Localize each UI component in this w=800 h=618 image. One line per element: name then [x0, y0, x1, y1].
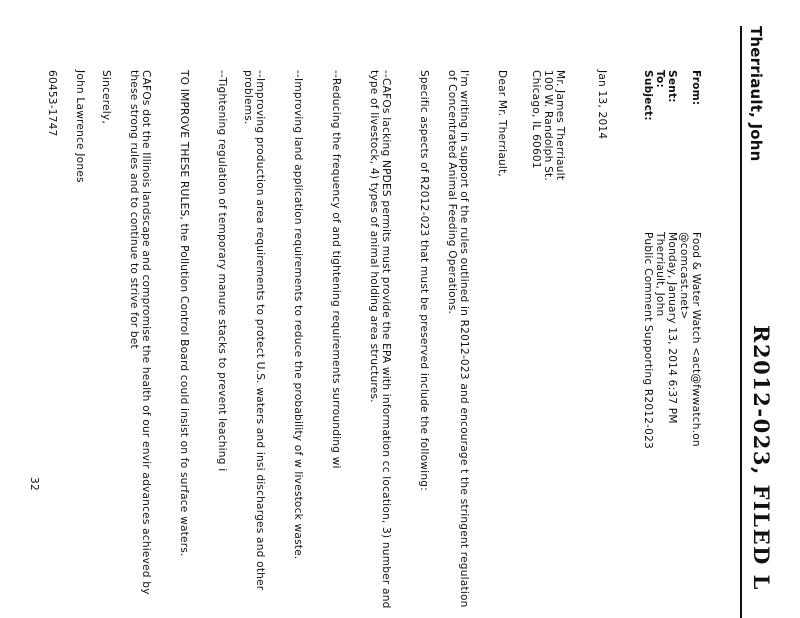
from-value-continued: @comcast.net>: [678, 232, 690, 320]
bullet-production-area: --Improving production area requirements to protect U.S. waters and insi discharges and other problems.: [242, 70, 266, 591]
page-number: 32: [28, 477, 40, 491]
bullet-npdes: --CAFOs lacking NPDES permits must provide the EPA with information cc location, 3) number and type of livestock, 4) types of animal holding area structures.: [368, 70, 392, 609]
closing: Sincerely,: [100, 70, 112, 124]
addressee-street: 100 W. Randolph St.: [542, 70, 554, 181]
bullet-land-application: --Improving land application requirements to reduce the probability of w livestock waste.: [292, 70, 304, 560]
filing-stamp: R2012-023, FILED L: [749, 325, 774, 591]
to-label: To:: [654, 70, 666, 88]
sent-label: Sent:: [666, 70, 678, 103]
from-label: From:: [690, 70, 702, 106]
addressee-name: Mr. James Therriault: [554, 70, 566, 181]
letter-date: Jan 13, 2014: [596, 70, 608, 140]
improve-paragraph: TO IMPROVE THESE RULES, the Pollution Control Board could insist on fo surface waters.: [178, 70, 190, 557]
to-value: Therriault, John: [654, 232, 666, 317]
intro-paragraph: I'm writing in support of the rules outlined in R2012-023 and encourage t the stringent regulation of Concentrated Animal Feeding Operations.: [446, 70, 470, 608]
addressee-city: Chicago, IL 60601: [530, 70, 542, 169]
signer-name: John Lawrence Jones: [74, 70, 86, 183]
subject-label: Subject:: [642, 70, 654, 121]
salutation: Dear Mr. Therriault,: [496, 70, 508, 177]
sender-name: Therriault, John: [747, 26, 765, 162]
header-divider: [740, 26, 742, 618]
aspects-intro-paragraph: Specific aspects of R2012-023 that must be preserved include the following:: [418, 70, 430, 491]
bullet-frequency: --Reducing the frequency of and tightening requirements surrounding wi: [330, 70, 342, 469]
from-value: Food & Water Watch <act@fwwatch.on: [690, 232, 702, 447]
bullet-manure-stacks: --Tightening regulation of temporary manure stacks to prevent leaching i: [216, 70, 228, 472]
signer-zip: 60453-1747: [46, 70, 58, 137]
subject-value: Public Comment Supporting R2012-023: [642, 232, 654, 449]
closing-paragraph: CAFOs dot the Illinois landscape and compromise the health of our envir advances achieved by these strong rules and to continue to strive for bet: [128, 70, 152, 595]
sent-value: Monday, January 13, 2014 6:37 PM: [666, 232, 678, 424]
